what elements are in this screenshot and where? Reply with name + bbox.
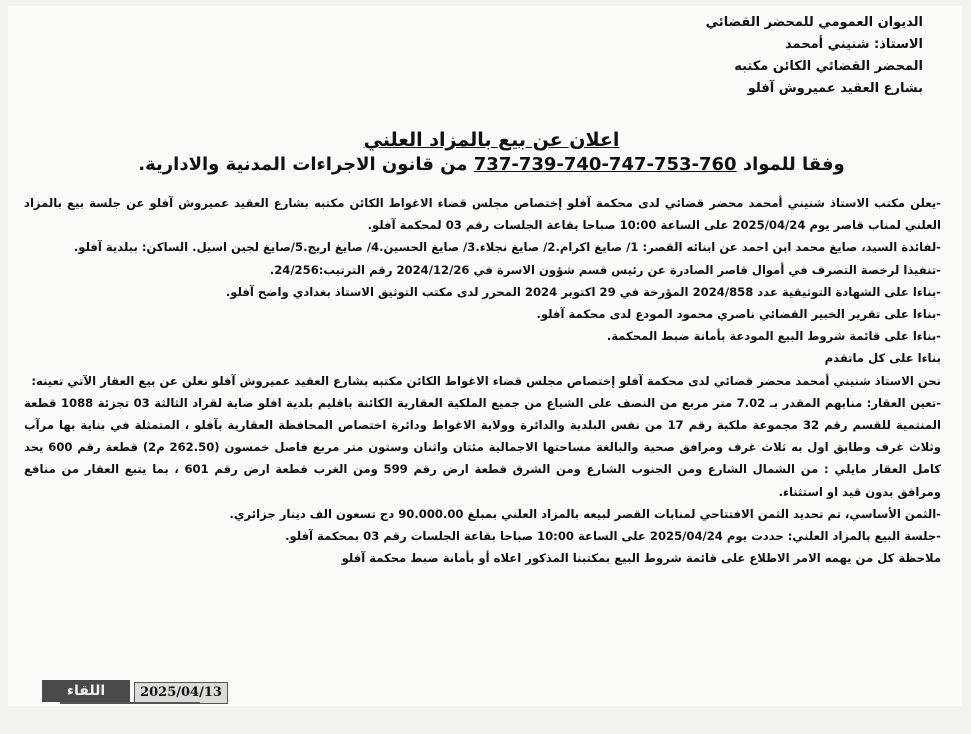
- paragraph-base-price: -الثمن الأساسي، تم تحديد الثمن الافتتاحي لمنابات القصر لبيعه بالمزاد العلني بمبلغ 90.000.00 دج تسعون الف دينار جزائري.: [229, 506, 941, 521]
- paragraph-certificate: -بناءا على الشهادة التوثيقية عدد 2024/858 المؤرخة في 29 اكتوبر 2024 المحرر لدى مكتب التوثيق الاستاذ بغدادي واضح آفلو.: [225, 284, 941, 299]
- paragraph-authorization: -تنفيذا لرخصة التصرف في أموال قاصر الصادرة عن رئيس قسم شؤون الاسرة في 2024/12/26 رقم الترتيب:24/256.: [269, 262, 941, 277]
- header-line-office: الديوان العمومي للمحضر القضائي: [705, 15, 923, 30]
- header-line-bailiff: الاستاذ: شنيني أمحمد: [785, 37, 923, 52]
- title-suffix: من قانون الاجراءات المدنية والادارية.: [138, 154, 468, 175]
- paragraph-announcement: -يعلن مكتب الاستاذ شنيني أمحمد محضر قضائي لدى محكمة آفلو إختصاص مجلس قضاء الاغواط الكائن مكتبه بشارع العقيد عميروش آفلو عن جلسة بيع بالمزاد العلني لمناب قاصر يوم 2025/04/24 على الساعة 10:00 صباحا بقاعة الجلسات رقم 03 لمحكمة آفلو.: [24, 196, 941, 233]
- paragraph-note: ملاحظة كل من يهمه الامر الاطلاع على قائمة شروط البيع بمكتبنا المذكور اعلاه أو بأمانة ضبط محكمة آفلو: [341, 551, 941, 566]
- newspaper-name: اللقاء: [42, 680, 130, 702]
- publication-date: 2025/04/13: [134, 682, 228, 704]
- title-article-numbers: 737-739-740-747-753-760: [473, 154, 737, 175]
- notice-title: [60, 128, 923, 178]
- paragraph-whereas: بناءا على كل ماتقدم: [824, 351, 941, 366]
- paragraph-declaration: نحن الاستاذ شنيني أمحمد محضر قضائي لدى محكمة آفلو إختصاص مجلس قضاء الاغواط الكائن مكتبه بشارع العقيد عميروش آفلو نعلن عن بيع العقار الآتي تعينه:: [31, 373, 941, 388]
- notice-body: [24, 192, 941, 569]
- header-line-address: بشارع العقيد عميروش آفلو: [747, 81, 923, 96]
- title-prefix: وفقا للمواد: [742, 154, 845, 175]
- title-main: اعلان عن بيع بالمزاد العلني: [363, 129, 620, 151]
- paragraph-property-description: -تعين العقار: منابهم المقدر بـ 7.02 متر مربع من النصف على الشياع من جميع الملكية العقارية الكائنة باقليم بلدية افلو ضاية لقراد الثالثة 03 تجزئة 1088 قطعة المنتمية للقسم رقم 32 مجموعة ملكية رقم 17 من نفس البلدية والدائرة وولاية الاغواط ودائرة اختصاص المحافظة العقارية بآفلو ، المتمثلة في بناية بها مرآب وثلاث غرف وطابق اول به ثلاث غرف ومرافق صحية والبالغة مساحتها الاجمالية مئتان واثنان وستون متر مربع فاصل خمسون (262.50 م2) قطعة رقم 600 يحد كامل العقار مايلي : من الشمال الشارع ومن الجنوب الشارع ومن الشرق قطعة ارض رقم 599 ومن الغرب قطعة ارض رقم 601 ، بما يتبع العقار من منافع ومرافق بدون قيد او استثناء.: [24, 395, 942, 499]
- paragraph-sale-conditions: -بناءا على قائمة شروط البيع المودعة بأمانة ضبط المحكمة.: [606, 329, 941, 344]
- paragraph-auction-session: -جلسة البيع بالمزاد العلني: حددت يوم 2025/04/24 على الساعة 10:00 صباحا بقاعة الجلسات رقم 03 بمحكمة آفلو.: [285, 529, 941, 544]
- header-line-role: المحضر القضائي الكائن مكتبه: [734, 59, 923, 74]
- title-legal-basis: [60, 152, 923, 178]
- footer-divider: [60, 702, 200, 704]
- paragraph-beneficiary: -لفائدة السيد، صايغ محمد ابن احمد عن ابنائه القصر: 1/ صايغ اكرام.2/ صايغ نجلاء.3/ صايغ الحسين.4/ صايغ اريج.5/صايغ لجين اسيل. الساكن: ببلدية آفلو.: [73, 240, 941, 255]
- office-header: [563, 12, 923, 100]
- paragraph-expert-report: -بناءا على تقرير الخبير القضائي ناصري محمود المودع لدى محكمة آفلو.: [536, 307, 941, 322]
